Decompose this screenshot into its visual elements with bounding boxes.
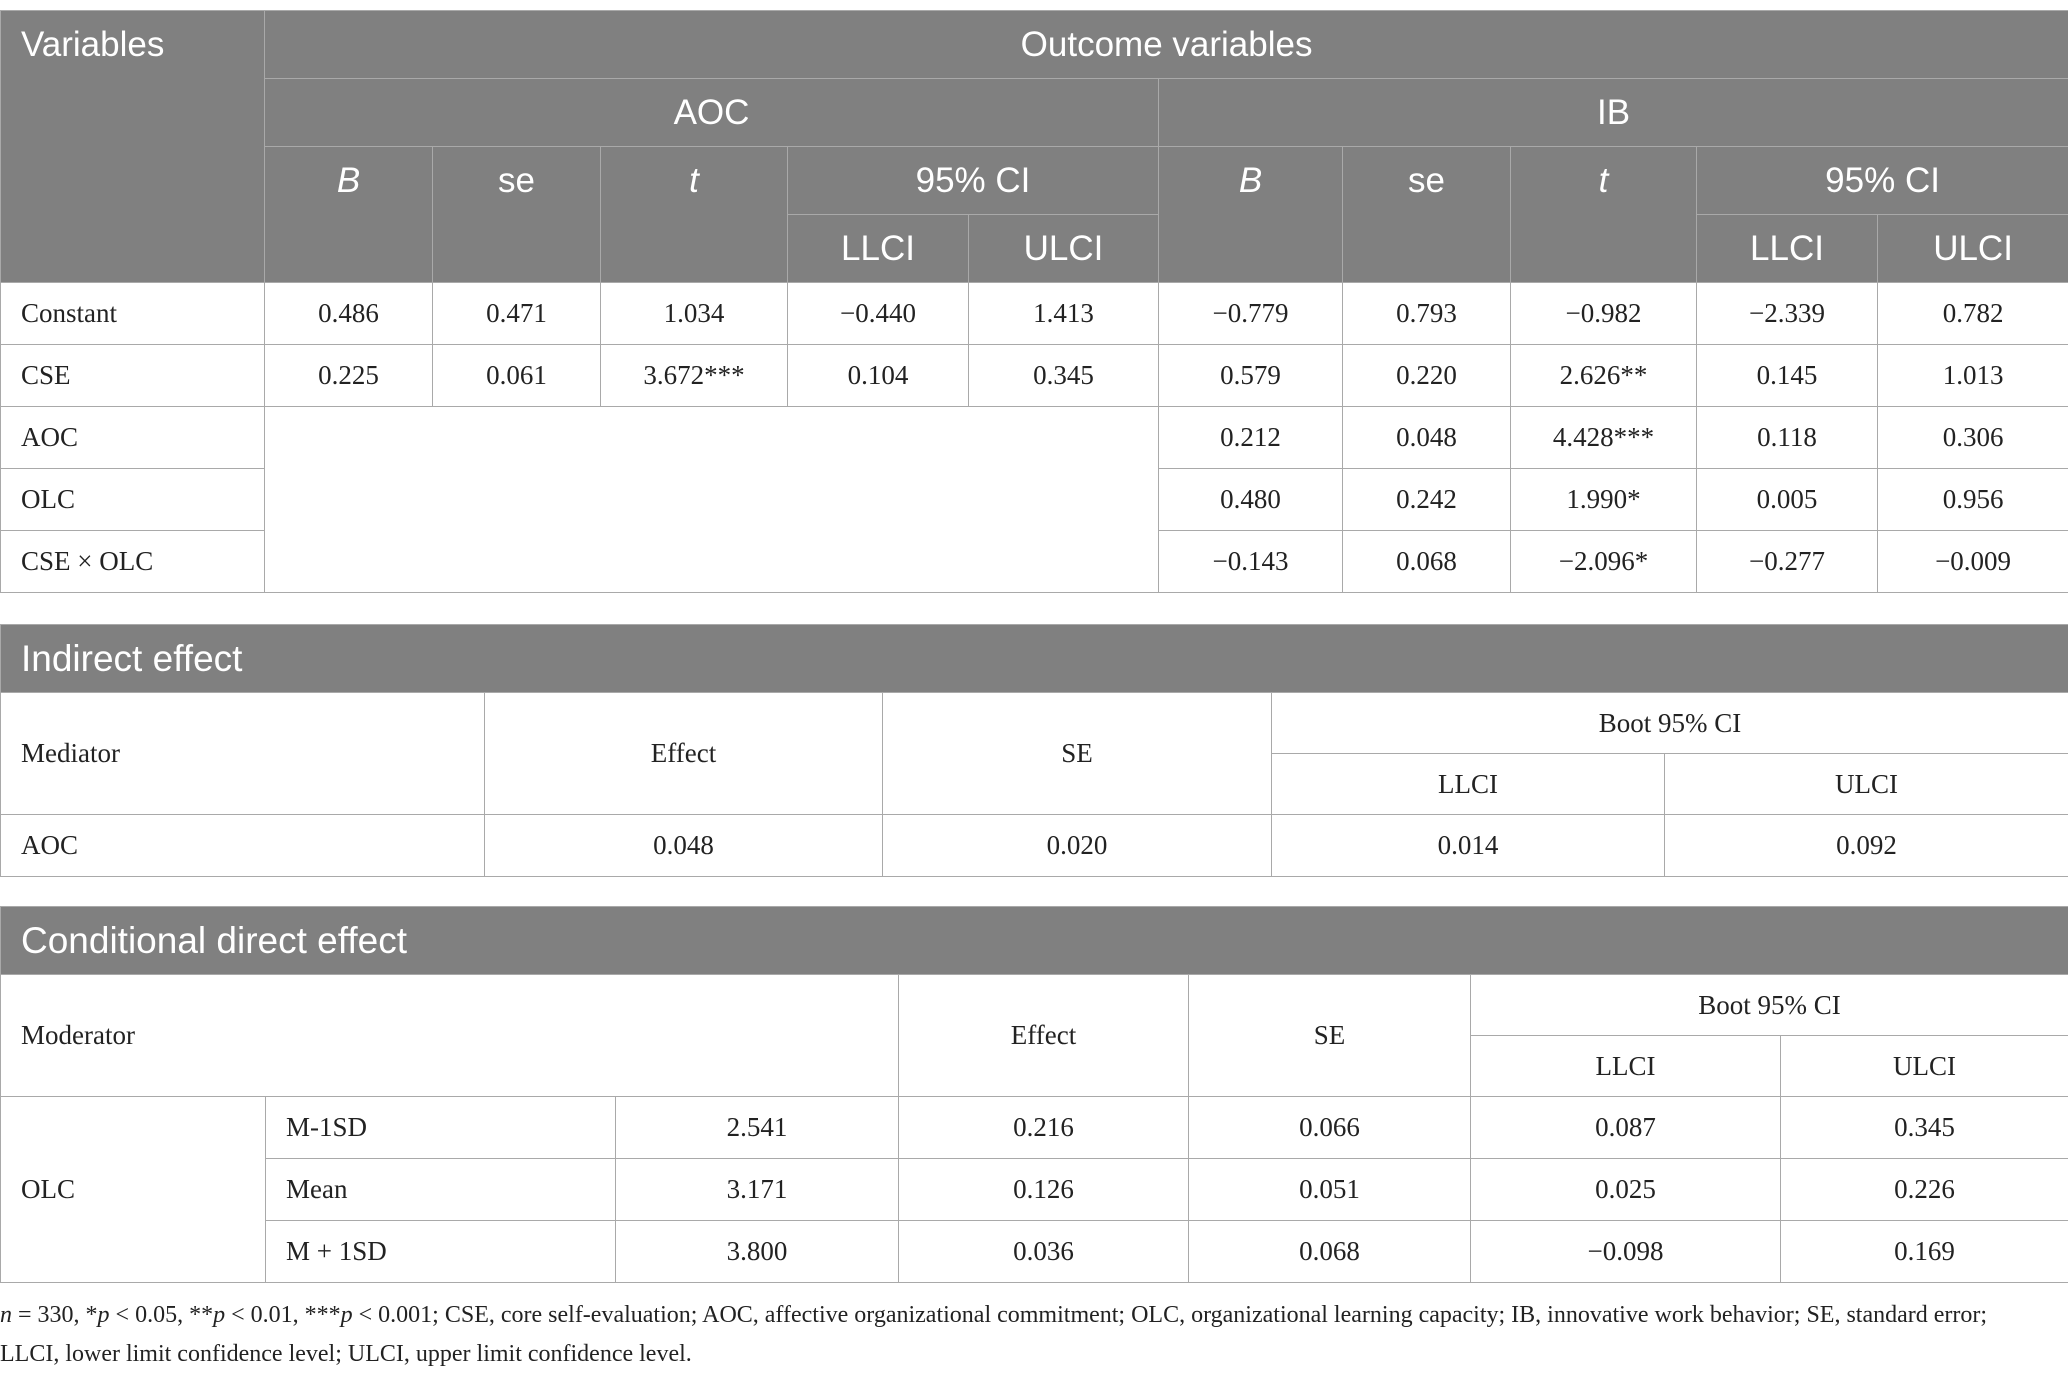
aoc-ulci-header: ULCI [969,215,1159,283]
row-label: CSE × OLC [1,531,265,593]
cell: 2.626** [1511,345,1697,407]
indirect-effect-title: Indirect effect [1,625,2068,693]
cell: 0.169 [1781,1221,2068,1283]
cell: 0.480 [1159,469,1343,531]
cell: 0.005 [1697,469,1878,531]
boot-ci-header: Boot 95% CI [1471,975,2068,1036]
effect-header: Effect [485,693,883,815]
cell: 0.061 [433,345,601,407]
llci-header: LLCI [1471,1036,1781,1097]
aoc-t-header: t [601,147,788,283]
outcome-variables-header: Outcome variables [265,11,2068,79]
note-p: p [340,1302,353,1328]
cell: 0.068 [1189,1221,1471,1283]
conditional-direct-effect-table [0,906,2068,1283]
cell: 1.013 [1878,345,2068,407]
ib-b-header: B [1159,147,1343,283]
aoc-se-header: se [433,147,601,283]
ib-t-header: t [1511,147,1697,283]
ulci-header: ULCI [1781,1036,2068,1097]
row-label: CSE [1,345,265,407]
ib-ulci-header: ULCI [1878,215,2068,283]
cell: 0.051 [1189,1159,1471,1221]
ib-se-header: se [1343,147,1511,283]
note-p: p [213,1302,226,1328]
aoc-ci-header: 95% CI [788,147,1159,215]
cell: −0.982 [1511,283,1697,345]
cell: 0.068 [1343,531,1511,593]
cell: 0.066 [1189,1097,1471,1159]
level-label: Mean [266,1159,616,1221]
level-label: M + 1SD [266,1221,616,1283]
cell: 1.034 [601,283,788,345]
table-row [1,1221,2068,1283]
ib-ci-header: 95% CI [1697,147,2068,215]
cell: 0.220 [1343,345,1511,407]
table-footnote [0,1296,2050,1374]
cell: 0.087 [1471,1097,1781,1159]
cell: 0.306 [1878,407,2068,469]
table-row [1,283,2068,345]
cell: 1.413 [969,283,1159,345]
note-n: n [0,1302,12,1328]
note-p: p [97,1302,110,1328]
note-text: < 0.001; CSE, core self-evaluation; AOC, affective organizational commitment; OLC, organizational learning capacity; IB, innovative work behavior; SE, standard error; LLCI, lower limit confidence level; ULCI, upper limit confidence level. [0,1302,1988,1367]
cell: −0.098 [1471,1221,1781,1283]
boot-ci-header: Boot 95% CI [1272,693,2068,754]
mediator-header: Mediator [1,693,485,815]
note-text: < 0.01, *** [225,1302,341,1328]
table-row [1,1159,2068,1221]
cell: 3.171 [616,1159,899,1221]
cell: 1.990* [1511,469,1697,531]
cell: 0.014 [1272,815,1665,877]
cell: 0.145 [1697,345,1878,407]
table-row [1,407,2068,469]
cell: 0.118 [1697,407,1878,469]
cell: 0.471 [433,283,601,345]
se-header: SE [1189,975,1471,1097]
row-label: OLC [1,469,265,531]
note-text: < 0.05, ** [109,1302,214,1328]
cell: −0.779 [1159,283,1343,345]
cell: 0.020 [883,815,1272,877]
moderator-header: Moderator [1,975,899,1097]
cell: 0.048 [485,815,883,877]
note-text: = 330, * [12,1302,98,1328]
table-row [1,345,2068,407]
conditional-direct-effect-title: Conditional direct effect [1,907,2068,975]
cell: 2.541 [616,1097,899,1159]
row-label: Constant [1,283,265,345]
level-label: M-1SD [266,1097,616,1159]
ib-group-header: IB [1159,79,2068,147]
variables-header: Variables [1,11,265,283]
cell: 0.092 [1665,815,2068,877]
aoc-group-header: AOC [265,79,1159,147]
cell: −2.339 [1697,283,1878,345]
cell: 0.226 [1781,1159,2068,1221]
cell: −0.143 [1159,531,1343,593]
cell: 3.672*** [601,345,788,407]
aoc-b-header: B [265,147,433,283]
moderator-label: OLC [1,1097,266,1283]
cell: −0.440 [788,283,969,345]
effect-header: Effect [899,975,1189,1097]
cell: 0.212 [1159,407,1343,469]
ulci-header: ULCI [1665,754,2068,815]
regression-table [0,10,2068,593]
cell: −0.009 [1878,531,2068,593]
cell: 0.345 [1781,1097,2068,1159]
cell: 0.225 [265,345,433,407]
cell: 0.782 [1878,283,2068,345]
indirect-effect-table [0,624,2068,877]
cell: 0.104 [788,345,969,407]
row-label: AOC [1,407,265,469]
cell: 0.793 [1343,283,1511,345]
cell: 0.579 [1159,345,1343,407]
se-header: SE [883,693,1272,815]
cell: 0.025 [1471,1159,1781,1221]
llci-header: LLCI [1272,754,1665,815]
cell: 0.126 [899,1159,1189,1221]
cell: 0.242 [1343,469,1511,531]
cell: 0.345 [969,345,1159,407]
ib-llci-header: LLCI [1697,215,1878,283]
cell: 4.428*** [1511,407,1697,469]
cell: 0.048 [1343,407,1511,469]
cell: 3.800 [616,1221,899,1283]
row-label: AOC [1,815,485,877]
table-row [1,1097,2068,1159]
table-row [1,815,2068,877]
cell: 0.216 [899,1097,1189,1159]
cell: 0.956 [1878,469,2068,531]
cell: −2.096* [1511,531,1697,593]
aoc-llci-header: LLCI [788,215,969,283]
cell: −0.277 [1697,531,1878,593]
cell: 0.486 [265,283,433,345]
cell: 0.036 [899,1221,1189,1283]
empty-block [265,407,1159,593]
